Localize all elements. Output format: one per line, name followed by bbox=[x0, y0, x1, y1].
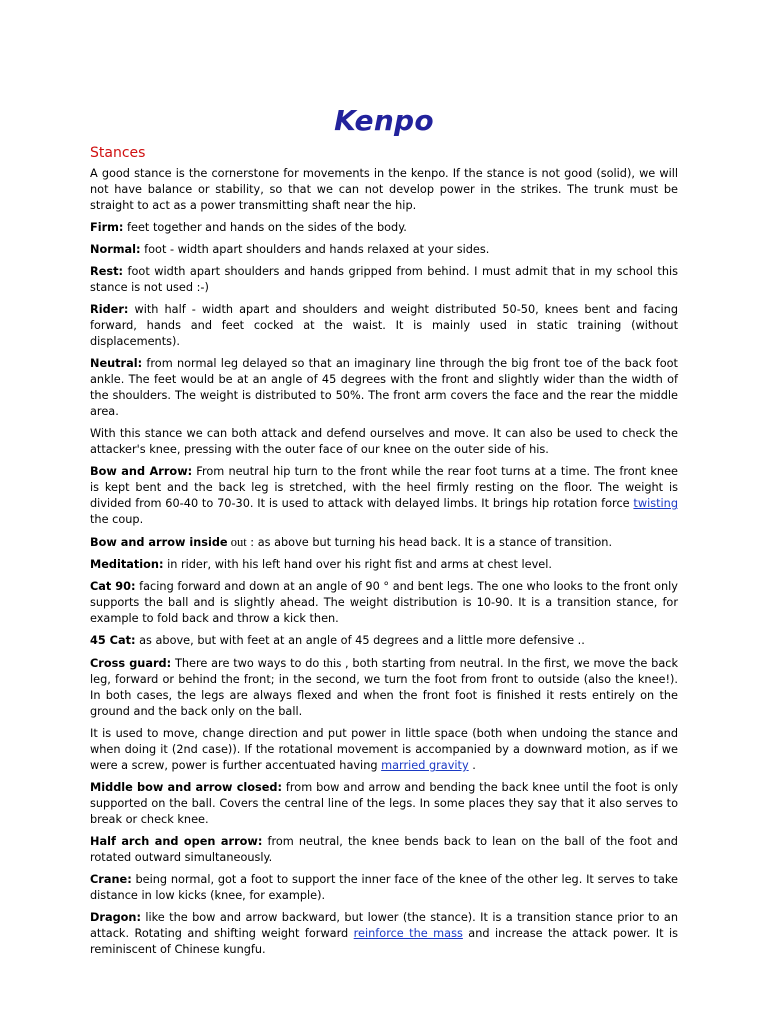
stance-bow-and-arrow bbox=[90, 464, 678, 528]
stance-label: Cat 90: bbox=[90, 580, 136, 593]
reinforce-the-mass-link[interactable]: reinforce the mass bbox=[353, 927, 463, 940]
stance-text: : as above but turning his head back. It is a stance of transition. bbox=[246, 536, 613, 549]
stance-label: Firm: bbox=[90, 221, 124, 234]
stance-dragon bbox=[90, 910, 678, 958]
stance-text-after: , both starting from neutral. In the first, we move the back leg, forward or behind the front; in the second, we turn the foot from front to outside (also the knee!). In both cases, the legs are always flexed and when the front foot is finished it rests entirely on the ground and the back only on the ball. bbox=[90, 657, 679, 718]
stance-text-after: the coup. bbox=[90, 513, 144, 526]
stance-label: Rider: bbox=[90, 303, 129, 316]
stance-label: Cross guard: bbox=[90, 657, 172, 670]
stance-rider bbox=[90, 302, 678, 350]
stance-serif-word: this bbox=[323, 656, 342, 670]
stance-label: Bow and arrow inside bbox=[90, 536, 228, 549]
stance-label: 45 Cat: bbox=[90, 634, 136, 647]
stance-middle-bow bbox=[90, 780, 678, 828]
document-body bbox=[90, 166, 678, 964]
stance-label: Middle bow and arrow closed: bbox=[90, 781, 283, 794]
stance-text: being normal, got a foot to support the inner face of the knee of the other leg. It serves to take distance in low kicks (knee, for example). bbox=[90, 873, 678, 902]
twisting-link[interactable]: twisting bbox=[633, 497, 678, 510]
stance-cat-45 bbox=[90, 633, 678, 649]
note-text: It is used to move, change direction and put power in little space (both when undoing the stance and when doing it (2nd case)). If the rotational movement is accompanied by a downward motion, as if we were a screw, power is further accentuated having bbox=[90, 727, 678, 772]
neutral-note: With this stance we can both attack and defend ourselves and move. It can also be used to check the attacker's knee, pressing with the outer face of our knee on the outer side of his. bbox=[90, 427, 678, 456]
stance-text: There are two ways to do bbox=[171, 657, 324, 670]
stance-half-arch bbox=[90, 834, 678, 866]
stance-text: feet together and hands on the sides of the body. bbox=[123, 221, 407, 234]
cross-guard-note bbox=[90, 726, 678, 774]
stance-text: from normal leg delayed so that an imaginary line through the big front toe of the back foot ankle. The feet would be at an angle of 45 degrees with the front and slightly wider than the width of the shoulders. The weight is distributed to 50%. The front arm covers the face and the rear the middle area. bbox=[90, 357, 678, 418]
note-text-after: . bbox=[468, 759, 476, 772]
stance-text: foot width apart shoulders and hands gripped from behind. I must admit that in my school this stance is not used :-) bbox=[90, 265, 678, 294]
stance-text: From neutral hip turn to the front while the rear foot turns at a time. The front knee is kept bent and the back leg is stretched, with the heel firmly resting on the floor. The weight is divided from 60-40 to 70-30. It is used to attack with delayed limbs. It brings hip rotation force bbox=[90, 465, 678, 510]
stance-text: like the bow and arrow backward, but lower (the stance). It is a transition stance prior to an attack. Rotating and shifting weight forward bbox=[90, 911, 678, 940]
stance-crane bbox=[90, 872, 678, 904]
stance-firm bbox=[90, 220, 678, 236]
stance-label: Dragon: bbox=[90, 911, 141, 924]
stance-label: Rest: bbox=[90, 265, 124, 278]
stance-label: Meditation: bbox=[90, 558, 164, 571]
intro-paragraph: A good stance is the cornerstone for movements in the kenpo. If the stance is not good (solid), we will not have balance or stability, so that we can not develop power in the strikes. The trunk must be straight to act as a power transmitting shaft near the hip. bbox=[90, 167, 678, 212]
married-gravity-link[interactable]: married gravity bbox=[381, 759, 469, 772]
section-heading: Stances bbox=[90, 145, 146, 161]
stance-cross-guard bbox=[90, 655, 678, 720]
stance-text: with half - width apart and shoulders and weight distributed 50-50, knees bent and facing forward, hands and feet cocked at the waist. It is mainly used in static training (without displacements). bbox=[90, 303, 678, 348]
stance-label: Normal: bbox=[90, 243, 141, 256]
stance-text: in rider, with his left hand over his right fist and arms at chest level. bbox=[163, 558, 552, 571]
stance-serif-word: out bbox=[227, 535, 247, 549]
stance-text: from bow and arrow and bending the back knee until the foot is only supported on the ball. Covers the central line of the legs. In some places they say that it also serves to break or check knee. bbox=[90, 781, 678, 826]
stance-label: Crane: bbox=[90, 873, 132, 886]
stance-meditation bbox=[90, 557, 678, 573]
page-title: Kenpo bbox=[334, 104, 434, 137]
stance-label: Bow and Arrow: bbox=[90, 465, 193, 478]
stance-text: from neutral, the knee bends back to lean on the ball of the foot and rotated outward simultaneously. bbox=[90, 835, 678, 864]
stance-label: Neutral: bbox=[90, 357, 143, 370]
stance-text-after: and increase the attack power. It is reminiscent of Chinese kungfu. bbox=[90, 927, 678, 956]
stance-text: foot - width apart shoulders and hands relaxed at your sides. bbox=[140, 243, 490, 256]
stance-rest bbox=[90, 264, 678, 296]
stance-neutral bbox=[90, 356, 678, 420]
stance-bow-inside bbox=[90, 534, 678, 551]
stance-text: as above, but with feet at an angle of 45 degrees and a little more defensive .. bbox=[135, 634, 585, 647]
stance-cat-90 bbox=[90, 579, 678, 627]
stance-label: Half arch and open arrow: bbox=[90, 835, 263, 848]
stance-normal bbox=[90, 242, 678, 258]
stance-text: facing forward and down at an angle of 90 ° and bent legs. The one who looks to the front only supports the ball and is slightly ahead. The weight distribution is 10-90. It is a transition stance, for example to fold back and throw a kick then. bbox=[90, 580, 678, 625]
